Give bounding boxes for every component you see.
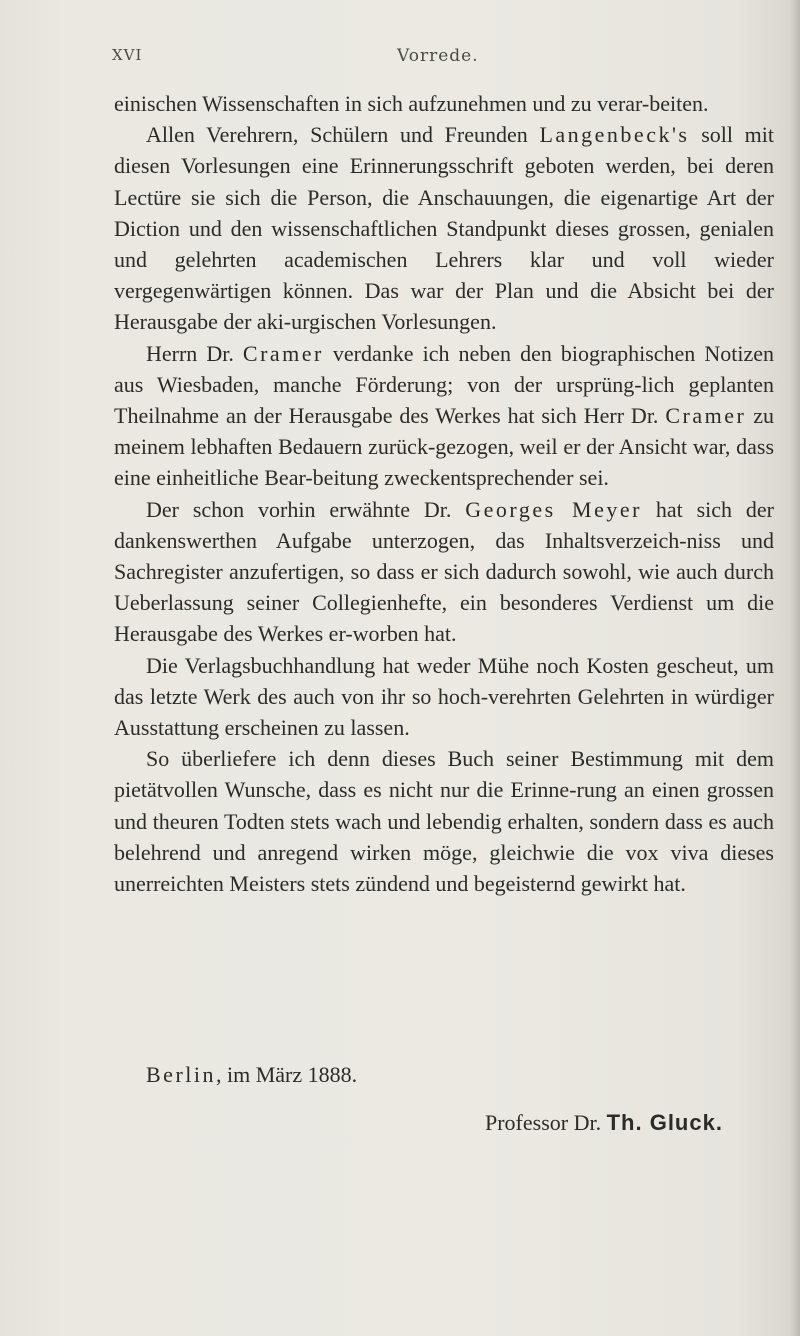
signature <box>485 1110 723 1136</box>
person-name: Cramer <box>242 340 324 366</box>
paragraph-meyer <box>114 494 774 650</box>
dateline <box>146 1062 357 1088</box>
signature-title: Professor Dr. <box>485 1110 607 1135</box>
page-header <box>112 46 772 72</box>
person-name: Georges Meyer <box>465 496 642 522</box>
paragraph-continuation: einischen Wissenschaften in sich aufzunehmen und zu verar-beiten. <box>114 91 709 116</box>
paragraph-text: Der schon vorhin erwähnte Dr. <box>146 496 466 522</box>
paragraph-closing: So überliefere ich denn dieses Buch seiner Bestimmung mit dem pietätvollen Wunsche, dass es nicht nur die Erinne-rung an einen grossen und theuren Todten stets wach und lebendig erhalten, sondern dass es auch belehrend und anregend wirken möge, gleichwie die vox viva dieses unerreichten Meisters stets zündend und begeisternd gewirkt hat. <box>114 746 774 897</box>
paragraph-publisher: Die Verlagsbuchhandlung hat weder Mühe noch Kosten gescheut, um das letzte Werk des auch von ihr so hoch-verehrten Gelehrten in würdiger Ausstattung erscheinen zu lassen. <box>114 652 774 741</box>
dateline-place: Berlin <box>146 1062 216 1087</box>
paragraph-text: Herrn Dr. <box>146 340 243 366</box>
running-head: Vorrede. <box>397 46 479 66</box>
paragraph-dedication <box>114 119 774 337</box>
signature-name: Th. Gluck. <box>606 1110 723 1135</box>
page-number: XVI <box>112 46 143 64</box>
person-name: Cramer <box>665 403 747 429</box>
paragraph-text: soll mit diesen Vorlesungen eine Erinnerungsschrift geboten werden, bei deren Lectüre sie sich die Person, die Anschauungen, die eigenartige Art der Diction und den wissenschaftlichen Standpunkt dieses grossen, genialen und gelehrten academischen Lehrers klar und voll wieder vergegenwärtigen können. Das war der Plan und die Absicht bei der Herausgabe der aki-urgischen Vorlesungen. <box>114 122 775 335</box>
dateline-date: , im März 1888. <box>216 1062 358 1087</box>
paragraph-cramer <box>114 338 774 494</box>
paragraph-text: verdanke ich neben den biographischen Notizen aus Wiesbaden, manche Förderung; von der ursprüng-lich geplanten Theilnahme an der Herausgabe des Werkes hat sich Herr Dr. <box>114 340 774 429</box>
paragraph-text: zu meinem lebhaften Bedauern zurück-gezogen, weil er der Ansicht war, dass eine einheitliche Bear-beitung zweckentsprechender sei. <box>114 403 775 491</box>
paragraph-text: hat sich der dankenswerthen Aufgabe unterzogen, das Inhaltsverzeich-niss und Sachregister anzufertigen, so dass er sich dadurch sowohl, wie auch durch Ueberlassung seiner Collegienhefte, ein besonderes Verdienst um die Herausgabe des Werkes er-worben hat. <box>114 496 774 647</box>
paragraph-text: Allen Verehrern, Schülern und Freunden <box>146 122 540 148</box>
page-edge-shadow <box>790 0 800 1336</box>
preface-body <box>114 88 774 899</box>
person-name: Langenbeck's <box>539 122 690 148</box>
